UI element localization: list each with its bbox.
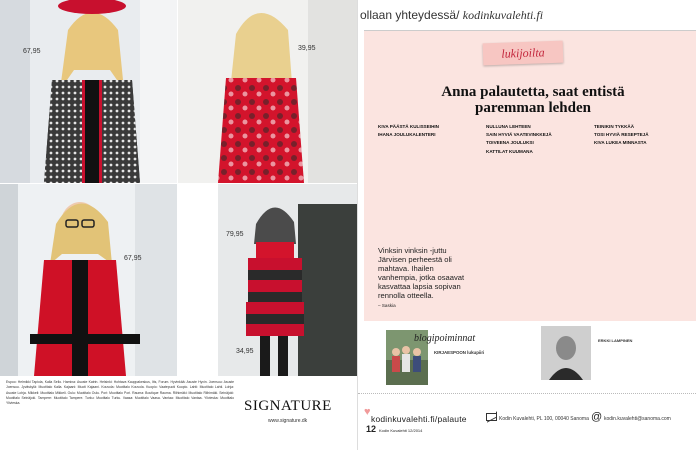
price-striped-dress: 79,95 — [226, 231, 244, 238]
page-number — [366, 424, 422, 434]
price-label-striped-dress — [226, 231, 244, 238]
pull-quote-text: Vinksin vinksin -juttu Järvisen perheestä oli mahtava. Ihailen vanhempia, jotka osaavat kasvattaa lapsia sopivan rennolla otteella. — [378, 246, 465, 300]
page-issue-label: Kodin Kuvalehti 12/2014 — [379, 428, 423, 433]
section-tag: lukijoilta — [483, 41, 564, 66]
footer-divider — [358, 393, 696, 394]
fashion-photo-red-dress — [178, 0, 357, 183]
price-label-red-dress — [298, 45, 316, 52]
fashion-photo-striped-dress — [178, 184, 357, 376]
price-red-dress: 39,95 — [298, 45, 316, 52]
blog-title: KIRJAESPOON lukupiiri — [434, 350, 485, 355]
page-banner — [360, 8, 543, 23]
reader-letters-page — [357, 0, 696, 450]
blog-text-block — [434, 350, 504, 356]
at-sign-icon: @ — [591, 411, 603, 423]
letter-title: TOIVEENA JOULUKSI — [486, 140, 534, 146]
price-cardigan: 67,95 — [23, 48, 41, 55]
letters-column-3 — [594, 122, 666, 147]
article-headline: Anna palautetta, saat entistä paremman lehden — [441, 84, 625, 116]
editor-name: ERKKI LAMPINEN — [598, 338, 633, 343]
pull-quote — [378, 246, 473, 310]
fashion-photo-red-jacket — [0, 184, 177, 376]
letter-title: KIVA LUKEA MINNASTA — [594, 140, 647, 146]
letters-column-2 — [486, 122, 560, 155]
editor-text-block — [598, 338, 668, 344]
price-label-cardigan — [23, 48, 41, 55]
pull-quote-author: – Saskia — [378, 303, 396, 308]
banner-url[interactable]: kodinkuvalehti.fi — [462, 8, 544, 22]
letter-title: SAIN HYVIÄ VAATEVINKKEJÄ — [486, 132, 552, 138]
price-label-leggings — [236, 348, 254, 355]
letter-title: TOSI HYVIÄ RESEPTEJÄ — [594, 132, 649, 138]
heart-icon: ♥ — [364, 406, 371, 418]
banner-text: ollaan yhteydessä/ — [360, 8, 460, 22]
page-number-value: 12 — [366, 424, 377, 434]
letter-title: KIVA PÄÄSTÄ KULISSEIHIN — [378, 124, 439, 129]
blog-heading: blogipoiminnat — [414, 333, 476, 344]
letter-title: KATTILAT KUUMANA — [486, 148, 533, 154]
email-address[interactable]: kodin.kuvalehti@sanoma.com — [604, 416, 671, 422]
price-leggings: 34,95 — [236, 348, 254, 355]
letter-title: NULLUNA LEHTEEN — [486, 124, 531, 129]
letter-title: TEINIKIN TYKKÄÄ — [594, 124, 635, 129]
signature-logo: SIGNATURE — [244, 398, 332, 414]
editor-photo — [541, 326, 591, 380]
price-label-red-jacket — [124, 255, 142, 262]
envelope-icon — [486, 413, 497, 421]
feedback-url[interactable]: kodinkuvalehti.fi/palaute — [371, 414, 467, 424]
letter-title: IHANA JOULUKALENTERI — [378, 132, 436, 138]
price-red-jacket: 67,95 — [124, 255, 142, 262]
store-list: Espoo: Helmikki Tapiola, Kalla Sello. Hamina: Asuste Katrin. Helsinki: Hohtava Kauppakeskus, Itis, Forum. Hyvinkää: Asuste Hyvin. Joensuu: Asuste Joensuu. Jyväskylä: Muotitalo Kalla. Kajaani: Muoti Kajaani. Kouvola: Muotitalo Kouvola. Kuopio: Vaatepuoti Kuopio. Lahti: Muotitalo Lahti. Lohja: Asuste Lohja. Mikkeli: Muotitalo Mikkeli. Oulu: Muotitalo Oulu. Pori: Muotitalo Pori. Rauma: Boutique Rauma. Riihimäki: Muotitalo Riihimäki. Seinäjoki: Muotitalo Seinäjoki. Tampere: Muotitalo Tampere. Turku: Muotitalo Turku. Vaasa: Muotitalo Vaasa. Vantaa: Muotitalo Vantaa. Ylivieska: Muotitalo Ylivieska. — [6, 380, 234, 406]
letters-column-1 — [378, 122, 452, 138]
fashion-photo-cardigan — [0, 0, 177, 183]
postal-address: Kodin Kuvalehti, PL 100, 00040 Sanoma — [499, 416, 589, 422]
signature-url: www.signature.dk — [268, 418, 308, 424]
